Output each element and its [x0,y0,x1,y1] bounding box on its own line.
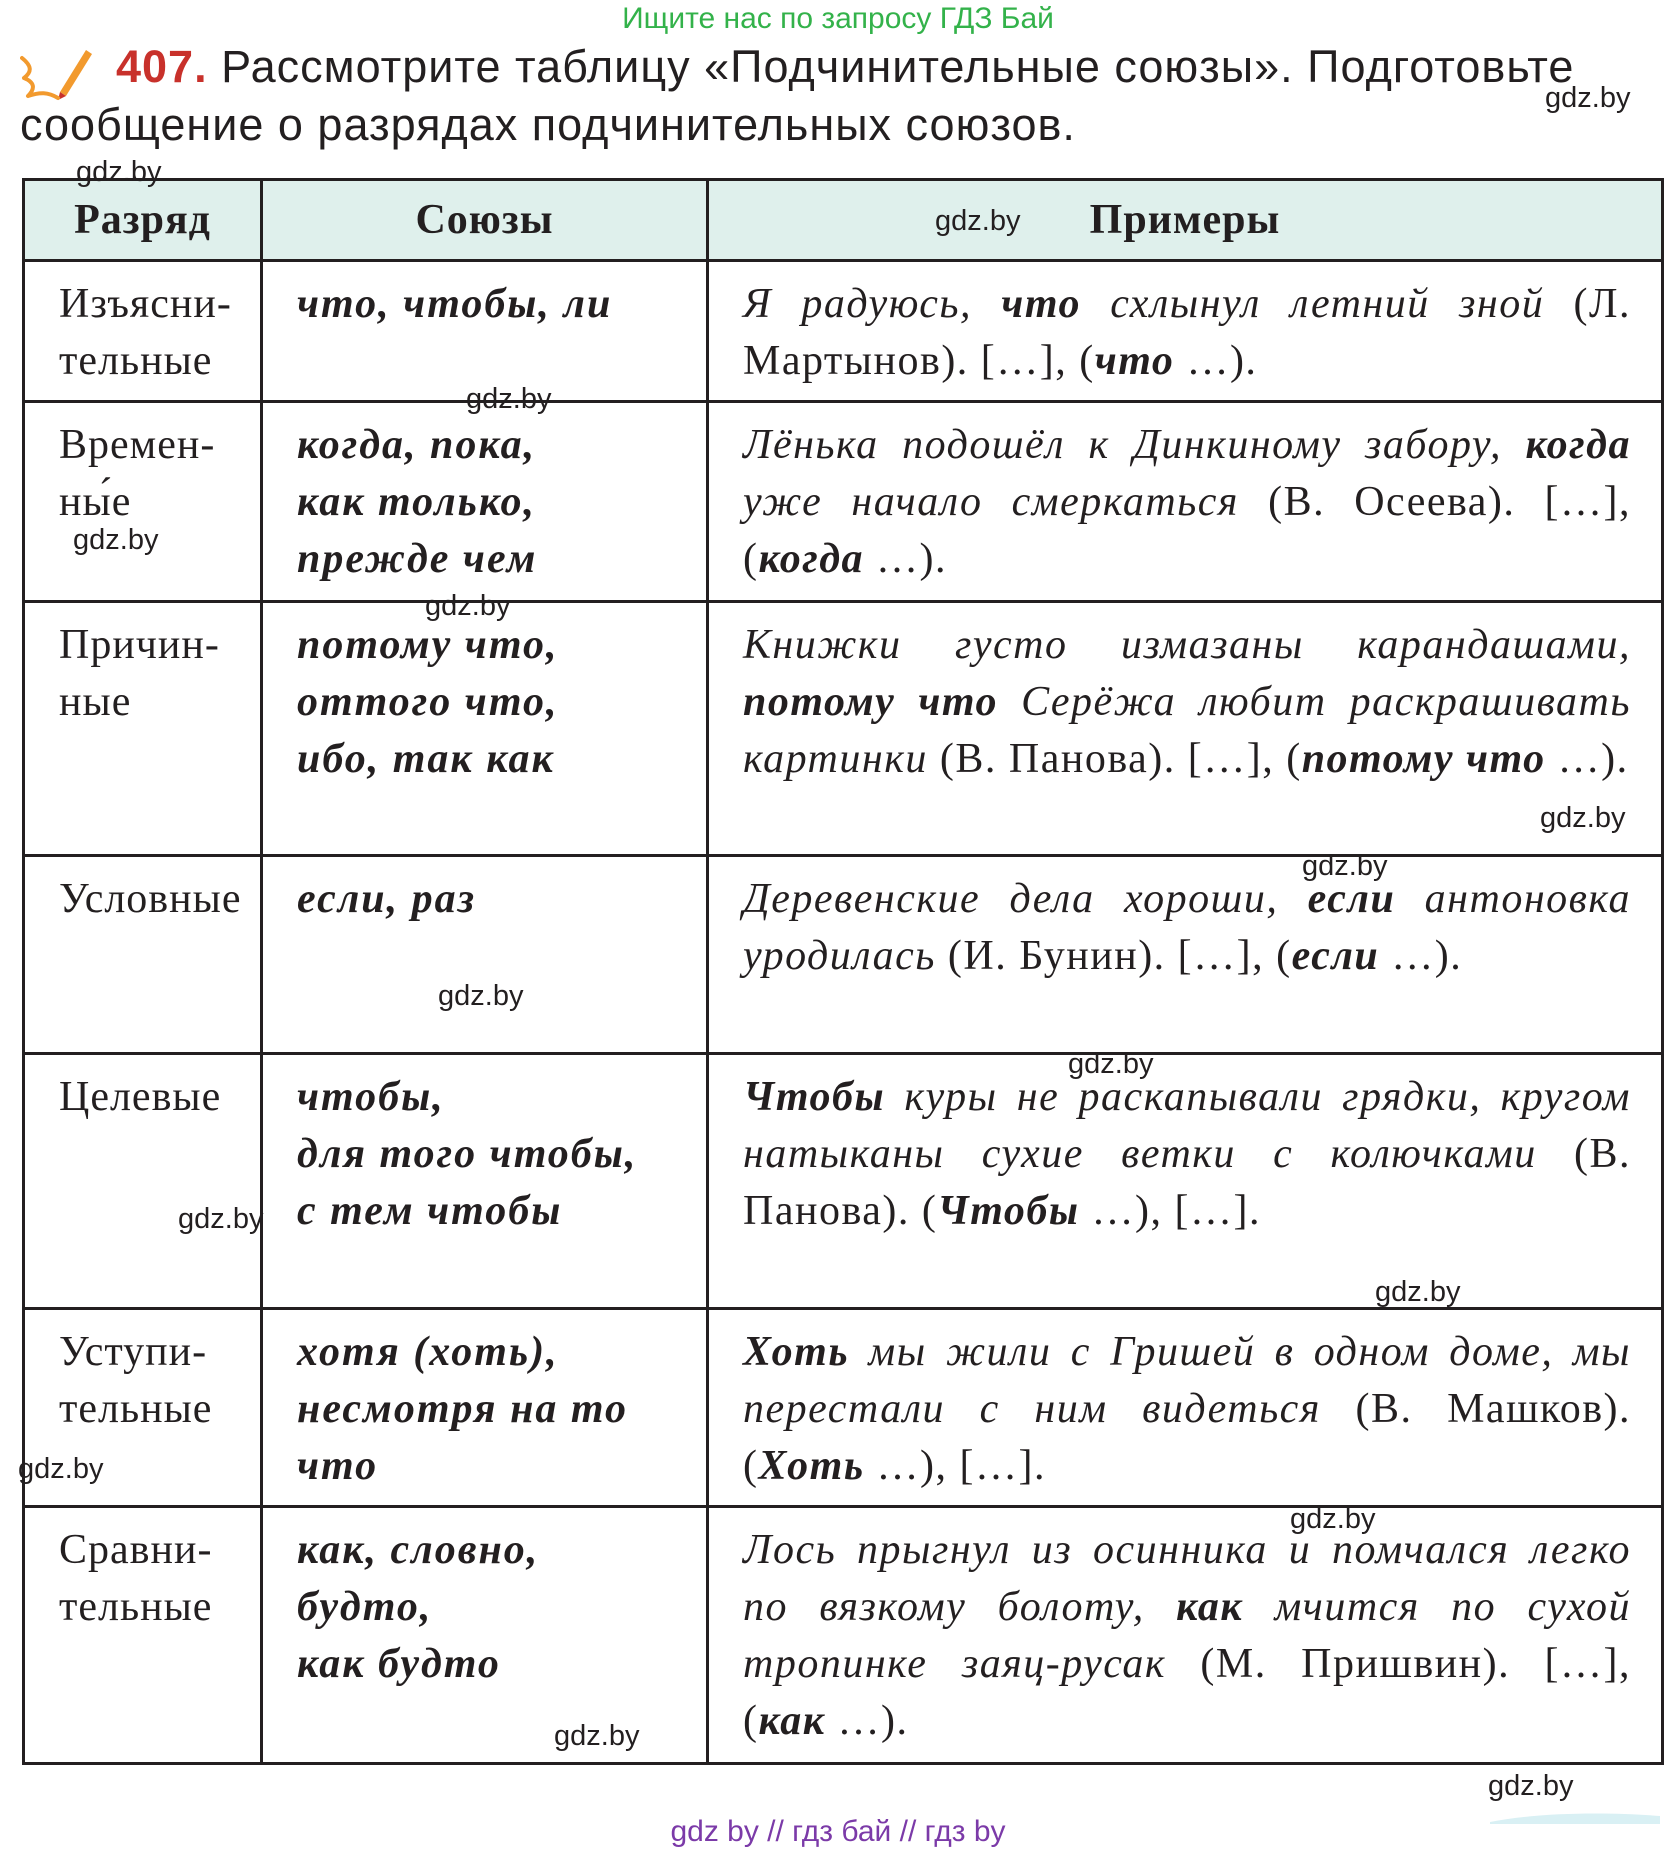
category-text: ны́е [59,479,132,525]
category-text: Времен- [59,422,216,468]
category-text: тельные [59,338,213,384]
conjunction-text: чтобы, [297,1074,445,1120]
column-header-category: Разряд [24,180,262,261]
category-cell [24,402,262,602]
example-text: схлынул летний зной [1080,281,1545,327]
conjunctions-table [22,178,1664,1765]
example-conjunction: если [1291,933,1380,979]
example-conjunction: Хоть [743,1329,850,1375]
table-row [24,1507,1663,1764]
table-row [24,261,1663,402]
conjunctions-cell [262,602,708,856]
example-text: (В. Осеева). […], ( [743,479,1631,582]
conjunction-text: когда, пока, [297,422,537,468]
search-hint-link[interactable]: Ищите нас по запросу ГДЗ Бай [622,2,1054,35]
category-text: тельные [59,1584,213,1630]
example-text: …), […]. [1079,1188,1261,1234]
conjunctions-cell [262,856,708,1054]
conjunction-text: как, словно, будто, [297,1527,540,1630]
example-conjunction: как [758,1698,826,1744]
example-cell [708,1309,1663,1507]
example-text: Серёжа любит раскрашивать картинки [743,679,1631,782]
example-text: …). [825,1698,909,1744]
category-text: ные [59,679,132,725]
pen-icon [20,46,92,102]
watermark: gdz.by [178,1203,264,1235]
conjunction-text: несмотря на то что [297,1386,629,1489]
example-text: (Л. Мартынов). […], ( [743,281,1631,384]
conjunctions-cell [262,261,708,402]
example-conjunction: Чтобы [743,1074,886,1120]
example-cell [708,856,1663,1054]
example-text: (И. Бунин). […], ( [935,933,1292,979]
example-text: (М. Пришвин). […], ( [743,1641,1631,1744]
column-header-conjunctions: Союзы [262,180,708,261]
watermark: gdz.by [466,383,552,415]
example-cell [708,1054,1663,1309]
example-text: …), […]. [864,1443,1047,1489]
conjunctions-cell [262,1054,708,1309]
table-row [24,402,1663,602]
example-cell [708,1507,1663,1764]
watermark: gdz.by [1545,82,1631,114]
conjunctions-cell [262,1309,708,1507]
watermark: gdz.by [1540,802,1626,834]
category-text: тельные [59,1386,213,1432]
conjunction-text: ибо, так как [297,736,555,782]
example-text: …). [1545,736,1629,782]
task-text-line2: сообщение о разрядах подчинительных союзов. [20,99,1076,150]
category-cell [24,856,262,1054]
example-conjunction: что [1094,338,1175,384]
watermark: gdz.by [1290,1503,1376,1535]
conjunction-text: хотя (хоть), [297,1329,559,1375]
column-header-examples: Примеры [708,180,1663,261]
category-text: Уступи- [59,1329,208,1375]
watermark: gdz.by [1068,1048,1154,1080]
example-conjunction: Хоть [758,1443,865,1489]
watermark: gdz.by [1302,850,1388,882]
example-text: …). [864,536,948,582]
watermark: gdz.by [554,1720,640,1752]
example-cell [708,602,1663,856]
footer-links: gdz by // гдз бай // гдз by [670,1815,1006,1848]
example-cell [708,261,1663,402]
category-cell [24,1507,262,1764]
example-text: антоновка уродилась [743,876,1631,979]
task-number: 407. [116,41,208,92]
example-conjunction: что [1001,281,1081,327]
watermark: gdz.by [73,524,159,556]
table-row [24,856,1663,1054]
example-conjunction: потому что [1301,736,1546,782]
example-text: Книжки густо измазаны карандашами, [743,622,1631,668]
conjunction-text: прежде чем [297,536,538,582]
watermark: gdz.by [438,980,524,1012]
table-row [24,602,1663,856]
table-row [24,1309,1663,1507]
example-text: мы жили с Гришей в одном доме, мы перестали с ним видеться [743,1329,1631,1432]
example-conjunction: потому что [743,679,999,725]
example-text: …). [1174,338,1258,384]
example-text: мчится по сухой тропинке заяц-русак [743,1584,1631,1687]
watermark: gdz.by [425,590,511,622]
category-text: Целевые [59,1074,222,1120]
watermark: gdz.by [935,205,1021,237]
example-text: Лёнька подошёл к Динкиному забору, [743,422,1526,468]
conjunctions-cell [262,1507,708,1764]
example-text: Я радуюсь, [743,281,1002,327]
example-conjunction: Чтобы [937,1188,1080,1234]
category-cell [24,1054,262,1309]
conjunction-text: оттого что, [297,679,559,725]
example-conjunction: как [1176,1584,1244,1630]
watermark: gdz.by [1488,1770,1574,1802]
example-text: Деревенские дела хороши, [743,876,1308,922]
conjunction-text: что, чтобы, ли [297,281,613,327]
example-text: (В. Панова). […], ( [927,736,1302,782]
category-text: Условные [59,876,242,922]
category-text: Изъясни- [59,281,232,327]
example-cell [708,402,1663,602]
category-text: Сравни- [59,1527,213,1573]
example-text: Лось прыгнул из осинника и помчался легко по вязкому болоту, [743,1527,1631,1630]
table-header-row [24,180,1663,261]
category-cell [24,602,262,856]
conjunction-text: как только, [297,479,537,525]
table-row [24,1054,1663,1309]
watermark: gdz.by [18,1453,104,1485]
example-conjunction: когда [758,536,865,582]
example-text: (В. Машков). ( [743,1386,1632,1489]
conjunctions-cell [262,402,708,602]
conjunction-text: если, раз [297,876,477,922]
conjunction-text: для того чтобы, [297,1131,638,1177]
example-text: куры не раскапывали грядки, кругом натыканы сухие ветки с колючками [743,1074,1631,1177]
example-conjunction: когда [1525,422,1631,468]
category-cell [24,261,262,402]
example-conjunction: если [1307,876,1396,922]
task-text-line1: Рассмотрите таблицу «Подчинительные союзы». Подготовьте [221,41,1575,92]
conjunction-text: с тем чтобы [297,1188,563,1234]
example-text: (В. Панова). ( [743,1131,1631,1234]
example-text: уже начало смеркаться [743,479,1239,525]
conjunction-text: как будто [297,1641,501,1687]
watermark: gdz.by [1375,1276,1461,1308]
watermark: gdz.by [76,156,162,188]
example-text: …). [1379,933,1463,979]
conjunction-text: потому что, [297,622,559,668]
category-text: Причин- [59,622,220,668]
